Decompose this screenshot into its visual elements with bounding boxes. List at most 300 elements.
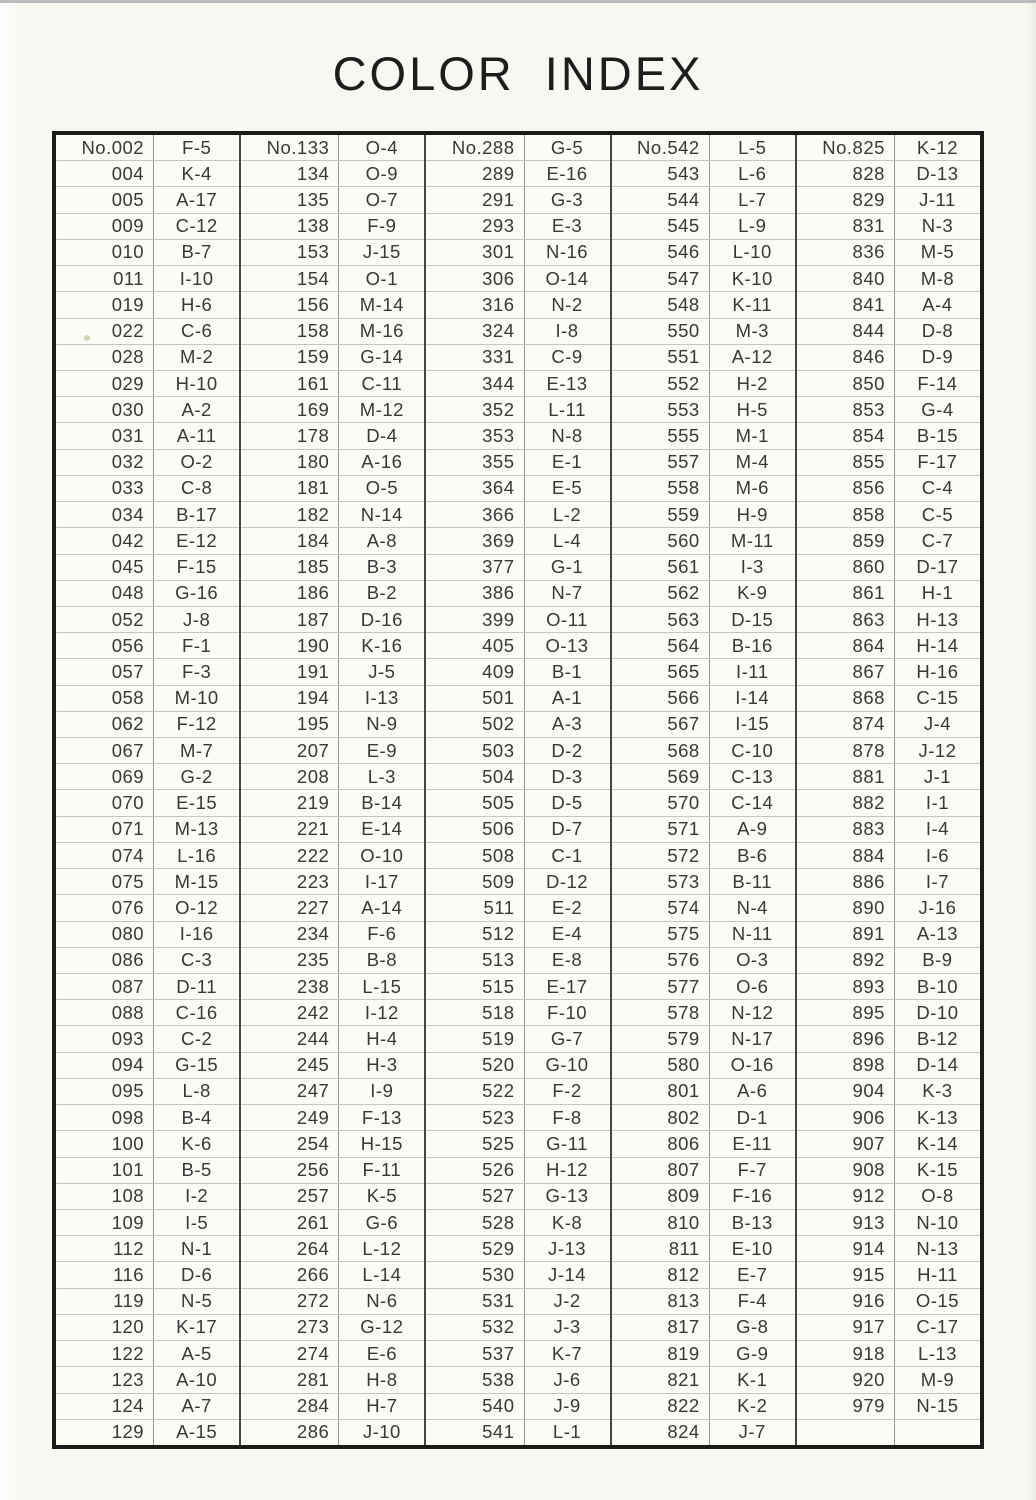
- index-row: [797, 422, 980, 448]
- color-code: I-16: [153, 922, 239, 947]
- color-code: B-3: [338, 555, 424, 580]
- color-code: C-2: [153, 1026, 239, 1051]
- color-code: G-5: [524, 135, 610, 160]
- index-row: [797, 947, 980, 973]
- index-row: [612, 947, 795, 973]
- index-row: [426, 973, 609, 999]
- color-code: M-1: [709, 423, 795, 448]
- color-code: H-4: [338, 1026, 424, 1051]
- index-row: [612, 1314, 795, 1340]
- color-number: 123: [111, 1368, 145, 1390]
- color-number: 528: [482, 1211, 515, 1233]
- color-code: C-1: [524, 843, 610, 868]
- color-code: D-2: [524, 738, 610, 763]
- color-code: K-15: [894, 1158, 980, 1183]
- color-number: 185: [296, 556, 330, 578]
- color-code: E-8: [524, 948, 610, 973]
- color-code: C-9: [524, 345, 610, 370]
- color-number: 906: [852, 1106, 885, 1128]
- color-number: 807: [667, 1159, 700, 1181]
- index-row: [612, 685, 795, 711]
- color-number: 273: [296, 1316, 330, 1338]
- index-row: [56, 1157, 239, 1183]
- color-code: N-12: [709, 1000, 795, 1025]
- color-number: 916: [852, 1290, 885, 1312]
- color-code: J-3: [524, 1315, 610, 1340]
- index-row: [797, 763, 980, 789]
- color-code: A-1: [524, 686, 610, 711]
- color-code: B-2: [338, 581, 424, 606]
- index-row: [56, 135, 239, 160]
- color-code: J-13: [524, 1236, 610, 1261]
- index-column-group: [795, 135, 980, 1445]
- index-row: [612, 606, 795, 632]
- color-number: 884: [852, 844, 885, 866]
- color-code: C-8: [153, 476, 239, 501]
- index-row: [612, 1209, 795, 1235]
- color-code: N-9: [338, 712, 424, 737]
- index-row: [241, 239, 424, 265]
- color-code: M-12: [338, 397, 424, 422]
- color-code: F-8: [524, 1105, 610, 1130]
- color-code: D-8: [894, 319, 980, 344]
- color-number: 810: [667, 1211, 700, 1233]
- color-number: 537: [482, 1342, 515, 1364]
- color-number: 860: [852, 556, 885, 578]
- color-number: 207: [296, 739, 330, 761]
- index-row: [241, 396, 424, 422]
- color-code: M-2: [153, 345, 239, 370]
- color-code: B-17: [153, 502, 239, 527]
- index-row: [797, 1130, 980, 1156]
- index-row: [56, 868, 239, 894]
- color-code: L-4: [524, 528, 610, 553]
- color-code: F-2: [524, 1079, 610, 1104]
- index-row: [426, 711, 609, 737]
- color-code: K-17: [153, 1315, 239, 1340]
- color-number: 543: [667, 162, 700, 184]
- color-number: 569: [667, 765, 700, 787]
- index-row: [797, 1052, 980, 1078]
- color-code: I-6: [894, 843, 980, 868]
- index-row: [56, 894, 239, 920]
- index-row: [612, 213, 795, 239]
- color-number: 551: [667, 346, 700, 368]
- index-row: [612, 422, 795, 448]
- index-row: [612, 711, 795, 737]
- color-code: J-1: [894, 764, 980, 789]
- index-row: [797, 868, 980, 894]
- color-code: B-12: [894, 1026, 980, 1051]
- color-number: 513: [482, 949, 515, 971]
- index-row: [56, 580, 239, 606]
- color-code: C-14: [709, 790, 795, 815]
- color-code: O-13: [524, 633, 610, 658]
- index-row: [241, 1235, 424, 1261]
- color-code: J-16: [894, 895, 980, 920]
- index-row: [426, 422, 609, 448]
- color-number: 353: [482, 425, 515, 447]
- index-row: [426, 1052, 609, 1078]
- color-code: E-2: [524, 895, 610, 920]
- color-number: 266: [296, 1264, 330, 1286]
- color-number: 182: [296, 503, 330, 525]
- color-number: 508: [482, 844, 515, 866]
- index-row: [426, 1288, 609, 1314]
- index-row: [426, 1209, 609, 1235]
- index-row: [241, 1104, 424, 1130]
- color-number: 011: [113, 267, 145, 289]
- index-row: [426, 606, 609, 632]
- index-row: [56, 1078, 239, 1104]
- color-code: D-3: [524, 764, 610, 789]
- color-code: N-6: [338, 1289, 424, 1314]
- index-row: [797, 344, 980, 370]
- color-code: A-15: [153, 1420, 239, 1445]
- color-number: 557: [667, 451, 700, 473]
- color-number: 331: [482, 346, 515, 368]
- color-code: G-12: [338, 1315, 424, 1340]
- color-code: H-6: [153, 292, 239, 317]
- index-row: [241, 527, 424, 553]
- color-number: 324: [482, 320, 515, 342]
- index-row: [797, 160, 980, 186]
- index-row: [56, 685, 239, 711]
- color-code: K-2: [709, 1394, 795, 1419]
- color-number: 245: [296, 1054, 330, 1076]
- color-number: 538: [482, 1368, 515, 1390]
- color-number: 264: [296, 1237, 330, 1259]
- index-row: [612, 1052, 795, 1078]
- index-row: [426, 501, 609, 527]
- index-row: [56, 1366, 239, 1392]
- color-number: [797, 1420, 894, 1445]
- color-number: 563: [667, 608, 700, 630]
- color-code: F-7: [709, 1158, 795, 1183]
- color-number: 088: [111, 1001, 145, 1023]
- color-number: 574: [667, 896, 700, 918]
- color-number: 355: [482, 451, 515, 473]
- color-number: 009: [111, 215, 145, 237]
- color-number: 289: [482, 162, 515, 184]
- index-row: [612, 265, 795, 291]
- color-code: D-6: [153, 1262, 239, 1287]
- color-code: E-6: [338, 1341, 424, 1366]
- color-code: O-7: [338, 187, 424, 212]
- color-code: A-17: [153, 187, 239, 212]
- color-code: I-17: [338, 869, 424, 894]
- color-code: K-3: [894, 1079, 980, 1104]
- index-row: [426, 475, 609, 501]
- color-number: 546: [667, 241, 700, 263]
- index-row: [56, 606, 239, 632]
- color-number: No.133: [266, 136, 330, 158]
- color-number: 075: [111, 870, 145, 892]
- index-column-group: [239, 135, 424, 1445]
- index-row: [56, 947, 239, 973]
- color-code: N-8: [524, 423, 610, 448]
- color-code: B-5: [153, 1158, 239, 1183]
- color-code: M-16: [338, 319, 424, 344]
- index-row: [426, 921, 609, 947]
- index-row: [426, 632, 609, 658]
- index-row: [241, 789, 424, 815]
- index-row: [241, 947, 424, 973]
- color-number: 281: [296, 1368, 330, 1390]
- color-number: 156: [296, 293, 330, 315]
- color-number: 853: [852, 398, 885, 420]
- color-number: 062: [111, 713, 145, 735]
- index-row: [797, 789, 980, 815]
- index-row: [56, 1235, 239, 1261]
- color-code: E-14: [338, 817, 424, 842]
- index-row: [612, 632, 795, 658]
- color-number: 093: [111, 1028, 145, 1050]
- index-row: [426, 816, 609, 842]
- color-code: [894, 1420, 980, 1445]
- color-code: I-1: [894, 790, 980, 815]
- color-code: I-15: [709, 712, 795, 737]
- index-row: [797, 1314, 980, 1340]
- color-number: 071: [111, 818, 145, 840]
- index-row: [612, 291, 795, 317]
- color-number: 817: [667, 1316, 700, 1338]
- color-number: 031: [111, 425, 145, 447]
- color-number: 116: [113, 1264, 145, 1286]
- color-code: B-14: [338, 790, 424, 815]
- color-number: 867: [852, 660, 885, 682]
- color-number: 238: [296, 975, 330, 997]
- color-number: 019: [111, 293, 145, 315]
- color-number: 249: [296, 1106, 330, 1128]
- index-row: [56, 318, 239, 344]
- index-row: [56, 160, 239, 186]
- index-row: [797, 554, 980, 580]
- color-number: 883: [852, 818, 885, 840]
- color-code: A-14: [338, 895, 424, 920]
- index-row: [56, 1314, 239, 1340]
- color-code: N-11: [709, 922, 795, 947]
- color-number: 891: [852, 923, 885, 945]
- color-number: 052: [111, 608, 145, 630]
- index-row: [797, 1078, 980, 1104]
- index-row: [426, 1235, 609, 1261]
- color-code: A-5: [153, 1341, 239, 1366]
- color-code: A-2: [153, 397, 239, 422]
- index-row: [797, 1025, 980, 1051]
- color-code: C-7: [894, 528, 980, 553]
- color-number: 022: [111, 320, 145, 342]
- index-row: [241, 554, 424, 580]
- color-code: H-14: [894, 633, 980, 658]
- color-number: 802: [667, 1106, 700, 1128]
- color-number: 553: [667, 398, 700, 420]
- color-number: 120: [111, 1316, 145, 1338]
- color-code: H-8: [338, 1367, 424, 1392]
- color-number: 518: [482, 1001, 515, 1023]
- color-code: L-5: [709, 135, 795, 160]
- color-number: 086: [111, 949, 145, 971]
- color-code: B-11: [709, 869, 795, 894]
- color-number: 286: [296, 1421, 330, 1443]
- color-number: 567: [667, 713, 700, 735]
- color-code: D-15: [709, 607, 795, 632]
- color-number: 890: [852, 896, 885, 918]
- color-number: 291: [482, 189, 515, 211]
- color-number: 855: [852, 451, 885, 473]
- color-number: 181: [296, 477, 330, 499]
- index-row: [56, 973, 239, 999]
- color-code: B-16: [709, 633, 795, 658]
- color-number: 042: [111, 529, 145, 551]
- color-number: 122: [111, 1342, 145, 1364]
- index-row: [241, 1052, 424, 1078]
- color-number: 221: [296, 818, 330, 840]
- page-title: COLOR INDEX: [332, 47, 704, 100]
- index-row: [56, 1261, 239, 1287]
- color-number: 502: [482, 713, 515, 735]
- index-row: [797, 606, 980, 632]
- color-number: 580: [667, 1054, 700, 1076]
- color-code: G-10: [524, 1053, 610, 1078]
- color-code: A-3: [524, 712, 610, 737]
- color-code: F-5: [153, 135, 239, 160]
- color-code: A-4: [894, 292, 980, 317]
- color-number: 108: [111, 1185, 145, 1207]
- color-number: 545: [667, 215, 700, 237]
- color-code: N-10: [894, 1210, 980, 1235]
- index-row: [612, 580, 795, 606]
- index-row: [797, 291, 980, 317]
- color-code: K-1: [709, 1367, 795, 1392]
- index-row: [426, 1104, 609, 1130]
- color-number: 069: [111, 765, 145, 787]
- color-code: C-17: [894, 1315, 980, 1340]
- color-code: A-9: [709, 817, 795, 842]
- index-row: [241, 606, 424, 632]
- color-code: D-9: [894, 345, 980, 370]
- index-row: [426, 737, 609, 763]
- color-code: A-13: [894, 922, 980, 947]
- index-row: [241, 973, 424, 999]
- index-row: [426, 1130, 609, 1156]
- color-code: C-11: [338, 371, 424, 396]
- index-row: [612, 842, 795, 868]
- color-number: 004: [111, 162, 145, 184]
- index-row: [612, 868, 795, 894]
- index-row: [426, 527, 609, 553]
- color-code: J-12: [894, 738, 980, 763]
- scan-speck-artifact: [84, 335, 90, 341]
- color-code: M-10: [153, 686, 239, 711]
- color-number: 098: [111, 1106, 145, 1128]
- color-number: 076: [111, 896, 145, 918]
- index-row: [612, 370, 795, 396]
- index-row: [426, 1025, 609, 1051]
- index-row: [56, 1183, 239, 1209]
- color-code: B-13: [709, 1210, 795, 1235]
- color-code: J-8: [153, 607, 239, 632]
- color-number: 405: [482, 634, 515, 656]
- index-row: [56, 554, 239, 580]
- color-code: M-4: [709, 450, 795, 475]
- color-number: 033: [111, 477, 145, 499]
- index-row: [612, 999, 795, 1025]
- color-code: I-4: [894, 817, 980, 842]
- color-number: 169: [296, 398, 330, 420]
- color-number: 874: [852, 713, 885, 735]
- color-number: 274: [296, 1342, 330, 1364]
- index-row: [612, 1393, 795, 1419]
- index-row: [56, 737, 239, 763]
- color-number: 561: [667, 556, 700, 578]
- index-row: [426, 658, 609, 684]
- index-row: [56, 475, 239, 501]
- color-code: K-12: [894, 135, 980, 160]
- color-number: 301: [482, 241, 515, 263]
- color-number: 194: [296, 687, 330, 709]
- color-number: 344: [482, 372, 515, 394]
- color-code: O-9: [338, 161, 424, 186]
- color-number: 858: [852, 503, 885, 525]
- index-row: [612, 1157, 795, 1183]
- index-row: [612, 1130, 795, 1156]
- color-code: D-14: [894, 1053, 980, 1078]
- index-row: [426, 868, 609, 894]
- color-code: A-6: [709, 1079, 795, 1104]
- index-row: [426, 1261, 609, 1287]
- color-number: 831: [852, 215, 885, 237]
- index-row: [56, 1209, 239, 1235]
- color-code: C-6: [153, 319, 239, 344]
- color-number: 519: [482, 1028, 515, 1050]
- color-code: I-11: [709, 659, 795, 684]
- index-row: [426, 789, 609, 815]
- color-code: L-10: [709, 240, 795, 265]
- index-row: [426, 842, 609, 868]
- color-number: 208: [296, 765, 330, 787]
- color-code: C-13: [709, 764, 795, 789]
- index-row: [426, 449, 609, 475]
- color-code: H-11: [894, 1262, 980, 1287]
- index-row: [612, 449, 795, 475]
- index-row: [241, 1340, 424, 1366]
- index-row: [56, 1052, 239, 1078]
- color-code: B-1: [524, 659, 610, 684]
- color-number: 812: [667, 1264, 700, 1286]
- index-row: [241, 318, 424, 344]
- index-row: [241, 921, 424, 947]
- color-code: E-12: [153, 528, 239, 553]
- color-number: 819: [667, 1342, 700, 1364]
- index-row: [241, 685, 424, 711]
- index-row: [56, 1393, 239, 1419]
- color-number: 067: [111, 739, 145, 761]
- color-code: K-13: [894, 1105, 980, 1130]
- index-row: [426, 160, 609, 186]
- index-row: [56, 921, 239, 947]
- color-number: 572: [667, 844, 700, 866]
- color-number: 806: [667, 1132, 700, 1154]
- color-code: N-2: [524, 292, 610, 317]
- index-row: [241, 894, 424, 920]
- color-number: 979: [852, 1395, 885, 1417]
- index-row: [426, 1183, 609, 1209]
- color-code: F-10: [524, 1000, 610, 1025]
- color-number: 045: [111, 556, 145, 578]
- index-row: [612, 318, 795, 344]
- index-row: [426, 1078, 609, 1104]
